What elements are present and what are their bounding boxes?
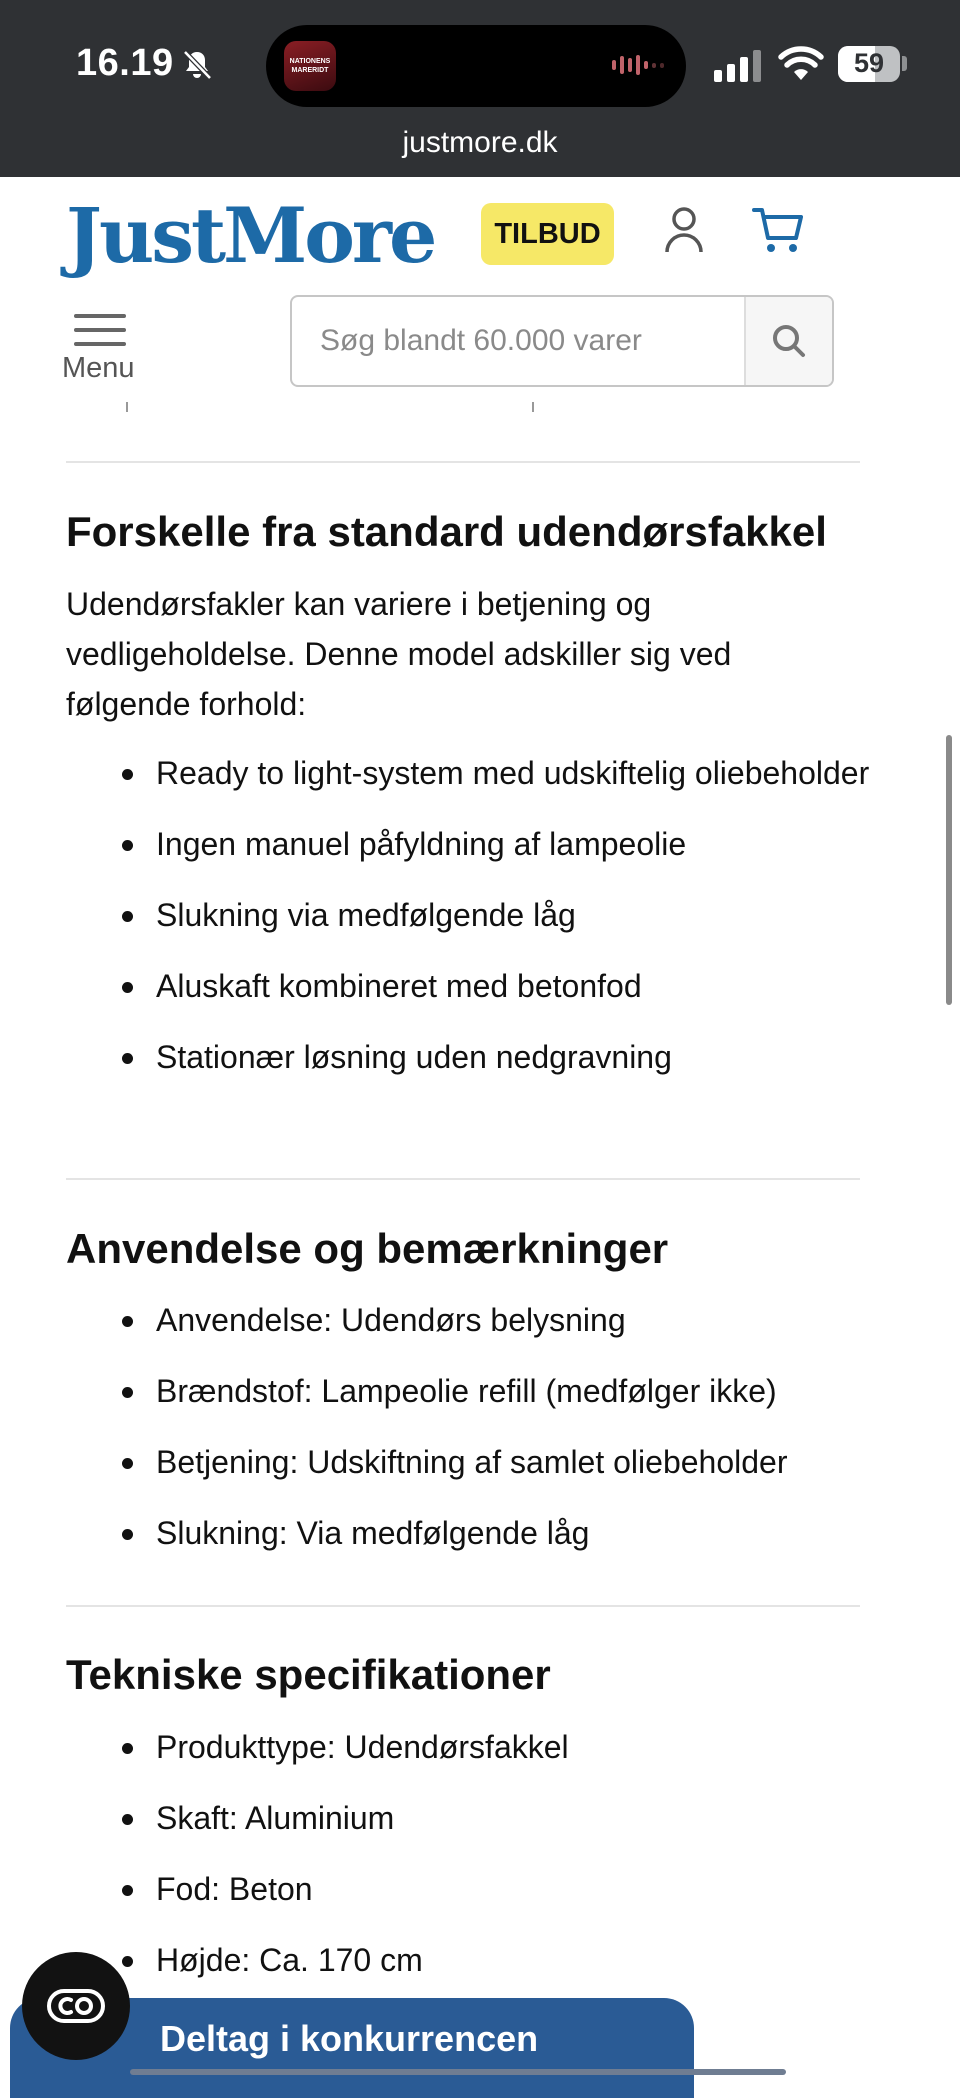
search-input[interactable]: [292, 297, 748, 385]
dynamic-island[interactable]: [266, 25, 686, 107]
wifi-icon: [778, 46, 824, 82]
hamburger-icon: [74, 314, 126, 318]
accessibility-widget-button[interactable]: [22, 1952, 130, 2060]
usage-list: [66, 1296, 936, 1580]
list-item: Skaft: Aluminium: [156, 1794, 936, 1843]
status-time: 16.19: [76, 42, 174, 84]
hamburger-icon-bar: [74, 328, 126, 332]
bell-muted-icon: [180, 48, 214, 82]
list-item: Slukning: Via medfølgende låg: [156, 1509, 936, 1558]
shopping-cart-icon[interactable]: [752, 204, 804, 256]
menu-button[interactable]: [60, 312, 180, 384]
cellular-signal-icon: [714, 50, 761, 82]
section-intro: Udendørsfakler kan variere i betjening og vedligeholdelse. Denne model adskiller sig ved følgende forhold:: [66, 586, 732, 722]
user-account-icon[interactable]: [664, 206, 704, 254]
specs-list: [66, 1723, 936, 2007]
list-item: Betjening: Udskiftning af samlet oliebeholder: [156, 1438, 936, 1487]
justmore-logo[interactable]: JustMore: [66, 191, 435, 280]
toggle-co-icon: [47, 1989, 105, 2023]
section-title-differences: Forskelle fra standard udendørsfakkel: [66, 508, 827, 555]
battery-tip: [902, 56, 907, 71]
differences-list: [66, 749, 936, 1104]
address-bar-url[interactable]: justmore.dk: [402, 126, 558, 159]
section-divider: [66, 461, 860, 463]
list-item: Ready to light-system med udskiftelig oliebeholder: [156, 749, 936, 798]
island-app-artwork: [284, 41, 336, 91]
list-item: Brændstof: Lampeolie refill (medfølger ikke): [156, 1367, 936, 1416]
search-box: [290, 295, 834, 387]
list-item: Produkttype: Udendørsfakkel: [156, 1723, 936, 1772]
search-icon: [771, 323, 807, 359]
scrollbar-thumb[interactable]: [946, 735, 952, 1005]
battery-level: 59: [853, 48, 885, 78]
hamburger-icon-bar: [74, 342, 126, 346]
menu-label: Menu: [62, 352, 135, 384]
list-item: Aluskaft kombineret med betonfod: [156, 962, 936, 1011]
battery-icon: [838, 46, 900, 82]
list-item: Højde: Ca. 170 cm: [156, 1936, 936, 1985]
section-divider: [66, 1178, 860, 1180]
tilbud-button[interactable]: TILBUD: [481, 203, 614, 265]
home-indicator[interactable]: [130, 2069, 786, 2075]
list-item: Fod: Beton: [156, 1865, 936, 1914]
competition-banner-label: Deltag i konkurrencen: [160, 2018, 539, 2059]
clipped-text-remnant: [66, 402, 866, 416]
list-item: Ingen manuel påfyldning af lampeolie: [156, 820, 936, 869]
island-app-name: NATIONENS MARERIDT: [289, 58, 331, 74]
search-button[interactable]: [744, 297, 832, 385]
section-divider: [66, 1605, 860, 1607]
section-title-specs: Tekniske specifikationer: [66, 1651, 551, 1698]
list-item: Stationær løsning uden nedgravning: [156, 1033, 936, 1082]
list-item: Anvendelse: Udendørs belysning: [156, 1296, 936, 1345]
section-title-usage: Anvendelse og bemærkninger: [66, 1225, 669, 1272]
list-item: Slukning via medfølgende låg: [156, 891, 936, 940]
status-bar: [0, 0, 960, 177]
audio-waveform-icon: [612, 55, 664, 75]
